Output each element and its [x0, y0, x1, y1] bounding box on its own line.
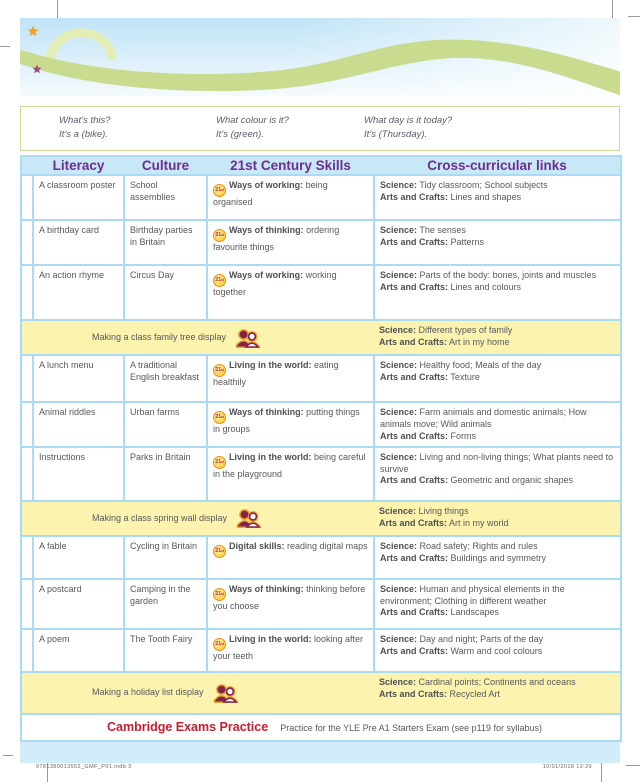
row-margin-cell [21, 629, 33, 672]
unit-row [21, 447, 621, 501]
band-title-cell [21, 672, 374, 714]
header-literacy: Literacy [33, 156, 124, 175]
links-cell: Science: Human and physical elements in the environment; Clothing in different weather Arts and Crafts: Landscapes [374, 579, 621, 629]
21st-century-badge: 21 st [213, 274, 226, 287]
links-cell: Science: Tidy classroom; School subjects Arts and Crafts: Lines and shapes [374, 175, 621, 220]
band-title: Making a class spring wall display [92, 512, 228, 523]
21st-century-badge: 21 st [213, 411, 226, 424]
unit-row [21, 355, 621, 402]
culture-cell: Parks in Britain [124, 447, 207, 501]
links-cell: Science: Cardinal points; Continents and oceans Arts and Crafts: Recycled Art [374, 672, 621, 714]
culture-cell: Urban farms [124, 402, 207, 447]
row-margin-cell [21, 220, 33, 265]
literacy-cell: A fable [33, 536, 124, 579]
unit-row [21, 579, 621, 629]
answer-text: It’s (Thursday). [364, 129, 428, 141]
band-title-cell [21, 501, 374, 536]
row-margin-cell [21, 447, 33, 501]
crop-mark [0, 46, 10, 47]
literacy-cell: Animal riddles [33, 402, 124, 447]
question-examples-box [20, 106, 620, 151]
skills-cell: 21 st Living in the world: being careful in the playground [207, 447, 374, 501]
21st-century-badge: 21 st [213, 364, 226, 377]
literacy-cell: A classroom poster [33, 175, 124, 220]
21st-century-badge: 21 st [213, 229, 226, 242]
row-margin-cell [21, 355, 33, 402]
question-example [364, 114, 452, 143]
literacy-cell: An action rhyme [33, 265, 124, 320]
skills-cell: 21 st Ways of thinking: thinking before you choose [207, 579, 374, 629]
margin-column-header [21, 156, 33, 175]
links-cell: Science: Healthy food; Meals of the day Arts and Crafts: Texture [374, 355, 621, 402]
literacy-cell: A lunch menu [33, 355, 124, 402]
literacy-cell: A poem [33, 629, 124, 672]
skills-cell: 21 st Living in the world: eating healthily [207, 355, 374, 402]
culture-cell: Circus Day [124, 265, 207, 320]
table-header-row [21, 156, 621, 175]
unit-row [21, 220, 621, 265]
family-group-icon [235, 329, 261, 348]
row-margin-cell [21, 265, 33, 320]
unit-row [21, 629, 621, 672]
project-band-row [21, 672, 621, 714]
crop-mark [3, 755, 13, 756]
21st-century-badge: 21 st [213, 588, 226, 601]
header-culture: Culture [124, 156, 207, 175]
skills-cell: 21 st Ways of thinking: ordering favourite things [207, 220, 374, 265]
21st-century-badge: 21 st [213, 456, 226, 469]
literacy-cell: Instructions [33, 447, 124, 501]
skills-cell: 21 st Living in the world: looking after your teeth [207, 629, 374, 672]
exams-practice-row [21, 714, 621, 741]
exams-practice-title: Cambridge Exams Practice [107, 720, 269, 735]
decorative-banner [20, 18, 620, 97]
row-margin-cell [21, 536, 33, 579]
links-cell: Science: Living and non-living things; What plants need to survive Arts and Crafts: Geometric and organic shapes [374, 447, 621, 501]
links-cell: Science: Different types of family Arts and Crafts: Art in my home [374, 320, 621, 355]
family-group-icon [213, 684, 239, 703]
question-example [59, 114, 111, 143]
21st-century-badge: 21 st [213, 184, 226, 197]
exams-practice-cell [21, 714, 621, 741]
question-text: What’s this? [59, 115, 111, 126]
culture-cell: Camping in the garden [124, 579, 207, 629]
links-cell: Science: Parts of the body: bones, joints and muscles Arts and Crafts: Lines and colours [374, 265, 621, 320]
question-example [216, 114, 289, 143]
skills-cell: 21 st Digital skills: reading digital maps [207, 536, 374, 579]
band-title: Making a holiday list display [92, 687, 204, 698]
unit-row [21, 265, 621, 320]
literacy-cell: A birthday card [33, 220, 124, 265]
skills-cell: 21 st Ways of working: being organised [207, 175, 374, 220]
answer-text: It’s (green). [216, 129, 264, 141]
links-cell: Science: Living things Arts and Crafts: Art in my world [374, 501, 621, 536]
culture-cell: The Tooth Fairy [124, 629, 207, 672]
banner-wave-graphic [20, 18, 620, 97]
row-margin-cell [21, 579, 33, 629]
curriculum-table-body [21, 175, 621, 741]
band-title-cell [21, 320, 374, 355]
links-cell: Science: Farm animals and domestic animals; How animals move; Wild animals Arts and Crafts: Forms [374, 402, 621, 447]
unit-row [21, 402, 621, 447]
culture-cell: School assemblies [124, 175, 207, 220]
skills-cell: 21 st Ways of thinking: putting things in groups [207, 402, 374, 447]
project-band-row [21, 501, 621, 536]
unit-row [21, 175, 621, 220]
question-text: What day is it today? [364, 115, 453, 126]
print-timestamp: 10/01/2018 12:29 [542, 764, 592, 770]
answer-text: It’s a (bike). [59, 129, 108, 141]
crop-mark [626, 765, 640, 766]
culture-cell: Birthday parties in Britain [124, 220, 207, 265]
21st-century-badge: 21 st [213, 638, 226, 651]
print-filename: 9781380013552_GMF_P01.indb 3 [36, 764, 132, 770]
project-band-row [21, 320, 621, 355]
links-cell: Science: Road safety; Rights and rules Arts and Crafts: Buildings and symmetry [374, 536, 621, 579]
21st-century-badge: 21 st [213, 545, 226, 558]
band-title: Making a class family tree display [92, 332, 227, 343]
header-cross-curricular-links: Cross-curricular links [374, 156, 621, 175]
exams-practice-text: Practice for the YLE Pre A1 Starters Exam (see p119 for syllabus) [280, 723, 542, 734]
curriculum-panel [20, 155, 620, 763]
links-cell: Science: The senses Arts and Crafts: Patterns [374, 220, 621, 265]
question-text: What colour is it? [216, 115, 289, 126]
skills-cell: 21 st Ways of working: working together [207, 265, 374, 320]
header-21st-century-skills: 21st Century Skills [207, 156, 374, 175]
crop-mark [612, 0, 613, 20]
curriculum-table [20, 155, 622, 742]
row-margin-cell [21, 175, 33, 220]
family-group-icon [236, 509, 262, 528]
links-cell: Science: Day and night; Parts of the day Arts and Crafts: Warm and cool colours [374, 629, 621, 672]
unit-row [21, 536, 621, 579]
culture-cell: Cycling in Britain [124, 536, 207, 579]
literacy-cell: A postcard [33, 579, 124, 629]
culture-cell: A traditional English breakfast [124, 355, 207, 402]
crop-mark [628, 16, 640, 17]
row-margin-cell [21, 402, 33, 447]
